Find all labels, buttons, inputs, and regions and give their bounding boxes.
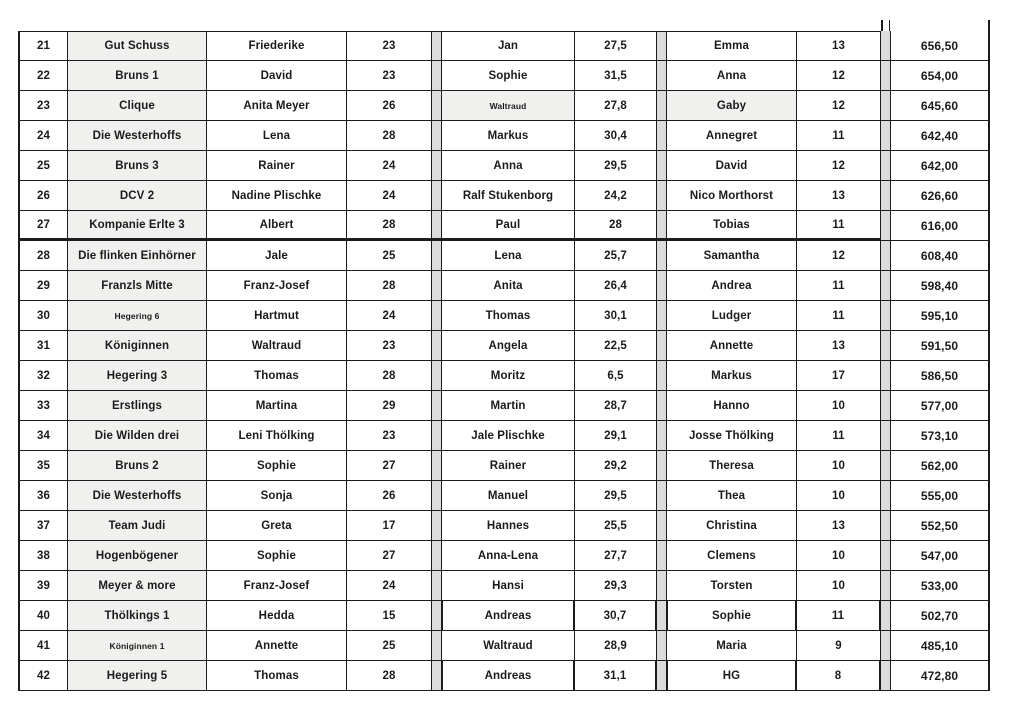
shooter1-score-cell: 28 — [347, 661, 432, 691]
column-divider — [657, 301, 666, 331]
column-divider — [881, 391, 890, 421]
column-divider — [657, 631, 666, 661]
column-divider — [881, 31, 890, 61]
shooter2-name-cell: Moritz — [441, 361, 575, 391]
shooter1-score-cell: 26 — [347, 481, 432, 511]
shooter2-score-cell: 27,7 — [575, 541, 657, 571]
shooter2-score-cell: 22,5 — [575, 331, 657, 361]
shooter2-name-cell: Martin — [441, 391, 575, 421]
total-score-cell: 562,00 — [890, 451, 990, 481]
total-score-cell: 642,40 — [890, 121, 990, 151]
total-score-cell: 547,00 — [890, 541, 990, 571]
column-divider — [657, 91, 666, 121]
column-divider — [881, 331, 890, 361]
shooter2-score-cell: 31,1 — [575, 661, 657, 691]
shooter3-score-cell: 12 — [797, 61, 881, 91]
shooter2-score-cell: 27,5 — [575, 31, 657, 61]
shooter2-name-cell: Angela — [441, 331, 575, 361]
shooter2-score-cell: 30,4 — [575, 121, 657, 151]
shooter3-score-cell: 12 — [797, 151, 881, 181]
shooter2-score-cell: 29,5 — [575, 151, 657, 181]
table-row — [18, 541, 990, 571]
column-divider — [881, 421, 890, 451]
column-divider — [657, 571, 666, 601]
rank-cell: 36 — [18, 481, 68, 511]
shooter1-name-cell: Hartmut — [207, 301, 347, 331]
grid-line-extension — [889, 20, 891, 31]
shooter1-name-cell: Sophie — [207, 541, 347, 571]
shooter3-score-cell: 12 — [797, 91, 881, 121]
shooter1-name-cell: David — [207, 61, 347, 91]
team-name-cell: Die Westerhoffs — [68, 121, 207, 151]
team-name-cell: Bruns 3 — [68, 151, 207, 181]
rank-cell: 28 — [18, 241, 68, 271]
column-divider — [432, 481, 441, 511]
shooter3-score-cell: 8 — [797, 661, 881, 691]
column-divider — [881, 61, 890, 91]
column-divider — [881, 511, 890, 541]
shooter2-score-cell: 27,8 — [575, 91, 657, 121]
shooter2-name-cell: Hannes — [441, 511, 575, 541]
shooter3-name-cell: HG — [666, 661, 797, 691]
shooter3-name-cell: Ludger — [666, 301, 797, 331]
rank-cell: 32 — [18, 361, 68, 391]
shooter3-score-cell: 10 — [797, 391, 881, 421]
team-name-cell: Team Judi — [68, 511, 207, 541]
shooter2-score-cell: 29,2 — [575, 451, 657, 481]
total-score-cell: 595,10 — [890, 301, 990, 331]
shooter3-score-cell: 11 — [797, 421, 881, 451]
rank-cell: 25 — [18, 151, 68, 181]
column-divider — [881, 211, 890, 241]
shooter1-name-cell: Anita Meyer — [207, 91, 347, 121]
rank-cell: 38 — [18, 541, 68, 571]
shooter3-score-cell: 13 — [797, 331, 881, 361]
column-divider — [657, 601, 666, 631]
shooter3-score-cell: 10 — [797, 481, 881, 511]
rank-cell: 31 — [18, 331, 68, 361]
shooter3-score-cell: 10 — [797, 571, 881, 601]
total-score-cell: 552,50 — [890, 511, 990, 541]
total-score-cell: 654,00 — [890, 61, 990, 91]
shooter2-name-cell: Thomas — [441, 301, 575, 331]
table-row — [18, 571, 990, 601]
rank-cell: 30 — [18, 301, 68, 331]
table-row — [18, 121, 990, 151]
shooter2-name-cell: Lena — [441, 241, 575, 271]
shooter1-name-cell: Nadine Plischke — [207, 181, 347, 211]
shooter1-score-cell: 29 — [347, 391, 432, 421]
total-score-cell: 485,10 — [890, 631, 990, 661]
shooter2-score-cell: 28,9 — [575, 631, 657, 661]
column-divider — [657, 541, 666, 571]
rank-cell: 26 — [18, 181, 68, 211]
shooter1-name-cell: Hedda — [207, 601, 347, 631]
shooter3-score-cell: 9 — [797, 631, 881, 661]
column-divider — [432, 391, 441, 421]
shooter3-name-cell: Christina — [666, 511, 797, 541]
shooter1-name-cell: Waltraud — [207, 331, 347, 361]
rank-cell: 24 — [18, 121, 68, 151]
table-row — [18, 91, 990, 121]
column-divider — [432, 121, 441, 151]
shooter1-name-cell: Franz-Josef — [207, 271, 347, 301]
rank-cell: 33 — [18, 391, 68, 421]
shooter1-score-cell: 27 — [347, 451, 432, 481]
column-divider — [657, 121, 666, 151]
shooter3-name-cell: Markus — [666, 361, 797, 391]
rank-cell: 23 — [18, 91, 68, 121]
column-divider — [432, 301, 441, 331]
table-row — [18, 181, 990, 211]
team-name-cell: Hogenbögener — [68, 541, 207, 571]
table-row — [18, 361, 990, 391]
table-row — [18, 601, 990, 631]
shooter1-score-cell: 25 — [347, 631, 432, 661]
column-divider — [657, 151, 666, 181]
rank-cell: 34 — [18, 421, 68, 451]
rank-cell: 27 — [18, 211, 68, 241]
column-divider — [432, 331, 441, 361]
table-row — [18, 61, 990, 91]
column-divider — [881, 151, 890, 181]
shooter3-name-cell: Annegret — [666, 121, 797, 151]
shooter2-score-cell: 31,5 — [575, 61, 657, 91]
shooter1-name-cell: Annette — [207, 631, 347, 661]
shooter2-name-cell: Anita — [441, 271, 575, 301]
shooter3-name-cell: Annette — [666, 331, 797, 361]
table-row — [18, 451, 990, 481]
shooter3-score-cell: 11 — [797, 271, 881, 301]
rank-cell: 29 — [18, 271, 68, 301]
shooter3-score-cell: 13 — [797, 511, 881, 541]
shooter2-name-cell: Waltraud — [441, 631, 575, 661]
shooter1-name-cell: Rainer — [207, 151, 347, 181]
shooter2-name-cell: Markus — [441, 121, 575, 151]
total-score-cell: 616,00 — [890, 211, 990, 241]
column-divider — [432, 511, 441, 541]
shooter1-score-cell: 28 — [347, 211, 432, 241]
shooter2-name-cell: Anna-Lena — [441, 541, 575, 571]
total-score-cell: 573,10 — [890, 421, 990, 451]
column-divider — [432, 661, 441, 691]
column-divider — [657, 31, 666, 61]
shooter2-name-cell: Andreas — [441, 601, 575, 631]
shooter1-score-cell: 23 — [347, 331, 432, 361]
column-divider — [657, 511, 666, 541]
total-score-cell: 472,80 — [890, 661, 990, 691]
shooter3-score-cell: 10 — [797, 541, 881, 571]
team-name-cell: Hegering 3 — [68, 361, 207, 391]
table-row — [18, 391, 990, 421]
team-name-cell: Meyer & more — [68, 571, 207, 601]
rank-cell: 37 — [18, 511, 68, 541]
shooter1-score-cell: 24 — [347, 301, 432, 331]
shooter3-name-cell: Thea — [666, 481, 797, 511]
shooter3-name-cell: Theresa — [666, 451, 797, 481]
shooter1-score-cell: 15 — [347, 601, 432, 631]
shooter3-score-cell: 10 — [797, 451, 881, 481]
team-name-cell: Thölkings 1 — [68, 601, 207, 631]
team-name-cell: Gut Schuss — [68, 31, 207, 61]
shooter1-name-cell: Sonja — [207, 481, 347, 511]
column-divider — [657, 271, 666, 301]
team-name-cell: Die flinken Einhörner — [68, 241, 207, 271]
shooter3-score-cell: 17 — [797, 361, 881, 391]
team-name-cell: Kompanie Erlte 3 — [68, 211, 207, 241]
column-divider — [657, 61, 666, 91]
shooter1-name-cell: Leni Thölking — [207, 421, 347, 451]
rank-cell: 21 — [18, 31, 68, 61]
shooter1-name-cell: Albert — [207, 211, 347, 241]
team-name-cell: Die Westerhoffs — [68, 481, 207, 511]
shooter1-score-cell: 24 — [347, 181, 432, 211]
team-name-cell: Franzls Mitte — [68, 271, 207, 301]
shooter2-score-cell: 26,4 — [575, 271, 657, 301]
table-row — [18, 631, 990, 661]
shooter2-name-cell: Hansi — [441, 571, 575, 601]
column-divider — [881, 301, 890, 331]
total-score-cell: 533,00 — [890, 571, 990, 601]
column-divider — [657, 211, 666, 241]
shooter3-name-cell: Andrea — [666, 271, 797, 301]
shooter2-score-cell: 25,7 — [575, 241, 657, 271]
shooter3-name-cell: Gaby — [666, 91, 797, 121]
shooter1-score-cell: 24 — [347, 571, 432, 601]
column-divider — [881, 91, 890, 121]
column-divider — [432, 541, 441, 571]
shooter1-name-cell: Friederike — [207, 31, 347, 61]
column-divider — [881, 631, 890, 661]
table-row — [18, 511, 990, 541]
team-name-cell: Bruns 1 — [68, 61, 207, 91]
rank-cell: 42 — [18, 661, 68, 691]
column-divider — [432, 631, 441, 661]
shooter2-score-cell: 29,5 — [575, 481, 657, 511]
shooter3-name-cell: Torsten — [666, 571, 797, 601]
shooter1-name-cell: Franz-Josef — [207, 571, 347, 601]
shooter3-score-cell: 11 — [797, 301, 881, 331]
shooter2-score-cell: 24,2 — [575, 181, 657, 211]
column-divider — [881, 121, 890, 151]
column-divider — [432, 61, 441, 91]
table-row — [18, 661, 990, 691]
shooter1-name-cell: Martina — [207, 391, 347, 421]
shooter1-score-cell: 28 — [347, 361, 432, 391]
shooter2-score-cell: 29,1 — [575, 421, 657, 451]
shooter2-name-cell: Manuel — [441, 481, 575, 511]
shooter2-name-cell: Anna — [441, 151, 575, 181]
shooter1-score-cell: 27 — [347, 541, 432, 571]
total-score-cell: 645,60 — [890, 91, 990, 121]
total-score-cell: 591,50 — [890, 331, 990, 361]
shooter3-score-cell: 13 — [797, 181, 881, 211]
shooter1-score-cell: 28 — [347, 271, 432, 301]
team-name-cell: Königinnen 1 — [68, 631, 207, 661]
table-row — [18, 241, 990, 271]
shooter3-name-cell: Clemens — [666, 541, 797, 571]
column-divider — [657, 661, 666, 691]
shooter1-name-cell: Sophie — [207, 451, 347, 481]
ranking-table — [18, 31, 990, 691]
table-row — [18, 331, 990, 361]
column-divider — [657, 241, 666, 271]
shooter3-score-cell: 11 — [797, 211, 881, 241]
rank-cell: 22 — [18, 61, 68, 91]
column-divider — [881, 181, 890, 211]
shooter2-score-cell: 29,3 — [575, 571, 657, 601]
column-divider — [881, 241, 890, 271]
table-row — [18, 31, 990, 61]
grid-line-extension — [988, 20, 990, 31]
total-score-cell: 502,70 — [890, 601, 990, 631]
shooter1-score-cell: 23 — [347, 31, 432, 61]
team-name-cell: DCV 2 — [68, 181, 207, 211]
column-divider — [432, 361, 441, 391]
shooter3-name-cell: Nico Morthorst — [666, 181, 797, 211]
column-divider — [881, 661, 890, 691]
total-score-cell: 642,00 — [890, 151, 990, 181]
shooter3-name-cell: Emma — [666, 31, 797, 61]
column-divider — [657, 391, 666, 421]
shooter1-name-cell: Thomas — [207, 361, 347, 391]
table-row — [18, 301, 990, 331]
shooter3-name-cell: Hanno — [666, 391, 797, 421]
shooter3-score-cell: 11 — [797, 121, 881, 151]
column-divider — [881, 271, 890, 301]
shooter3-name-cell: Tobias — [666, 211, 797, 241]
shooter2-name-cell: Rainer — [441, 451, 575, 481]
rank-cell: 40 — [18, 601, 68, 631]
shooter1-score-cell: 26 — [347, 91, 432, 121]
shooter1-name-cell: Greta — [207, 511, 347, 541]
rank-cell: 41 — [18, 631, 68, 661]
column-divider — [432, 241, 441, 271]
rank-cell: 35 — [18, 451, 68, 481]
column-divider — [432, 601, 441, 631]
column-divider — [432, 211, 441, 241]
team-name-cell: Die Wilden drei — [68, 421, 207, 451]
team-name-cell: Erstlings — [68, 391, 207, 421]
total-score-cell: 577,00 — [890, 391, 990, 421]
shooter2-name-cell: Jan — [441, 31, 575, 61]
column-divider — [432, 151, 441, 181]
table-row — [18, 151, 990, 181]
table-row — [18, 481, 990, 511]
total-score-cell: 608,40 — [890, 241, 990, 271]
shooter3-score-cell: 13 — [797, 31, 881, 61]
total-score-cell: 586,50 — [890, 361, 990, 391]
shooter2-score-cell: 28,7 — [575, 391, 657, 421]
shooter2-name-cell: Sophie — [441, 61, 575, 91]
shooter3-name-cell: Anna — [666, 61, 797, 91]
shooter2-score-cell: 30,7 — [575, 601, 657, 631]
column-divider — [432, 181, 441, 211]
shooter3-name-cell: David — [666, 151, 797, 181]
shooter1-name-cell: Jale — [207, 241, 347, 271]
team-name-cell: Hegering 6 — [68, 301, 207, 331]
column-divider — [881, 571, 890, 601]
total-score-cell: 598,40 — [890, 271, 990, 301]
shooter1-score-cell: 25 — [347, 241, 432, 271]
shooter2-score-cell: 6,5 — [575, 361, 657, 391]
team-name-cell: Bruns 2 — [68, 451, 207, 481]
shooter1-score-cell: 23 — [347, 421, 432, 451]
column-divider — [657, 481, 666, 511]
shooter2-name-cell: Jale Plischke — [441, 421, 575, 451]
shooter3-name-cell: Josse Thölking — [666, 421, 797, 451]
shooter2-name-cell: Ralf Stukenborg — [441, 181, 575, 211]
team-name-cell: Hegering 5 — [68, 661, 207, 691]
table-row — [18, 271, 990, 301]
grid-line-extension — [881, 20, 883, 31]
column-divider — [432, 91, 441, 121]
column-divider — [432, 571, 441, 601]
total-score-cell: 656,50 — [890, 31, 990, 61]
shooter1-name-cell: Lena — [207, 121, 347, 151]
shooter2-name-cell: Paul — [441, 211, 575, 241]
total-score-cell: 626,60 — [890, 181, 990, 211]
team-name-cell: Clique — [68, 91, 207, 121]
column-divider — [881, 481, 890, 511]
shooter3-name-cell: Maria — [666, 631, 797, 661]
total-score-cell: 555,00 — [890, 481, 990, 511]
shooter3-score-cell: 12 — [797, 241, 881, 271]
column-divider — [657, 421, 666, 451]
column-divider — [432, 31, 441, 61]
column-divider — [432, 451, 441, 481]
shooter1-score-cell: 23 — [347, 61, 432, 91]
column-divider — [432, 271, 441, 301]
shooter3-name-cell: Samantha — [666, 241, 797, 271]
shooter1-score-cell: 24 — [347, 151, 432, 181]
shooter2-score-cell: 25,5 — [575, 511, 657, 541]
shooter1-score-cell: 17 — [347, 511, 432, 541]
column-divider — [657, 331, 666, 361]
column-divider — [881, 451, 890, 481]
shooter2-name-cell: Waltraud — [441, 91, 575, 121]
column-divider — [881, 601, 890, 631]
column-divider — [657, 451, 666, 481]
team-name-cell: Königinnen — [68, 331, 207, 361]
table-row — [18, 211, 990, 241]
shooter2-score-cell: 28 — [575, 211, 657, 241]
column-divider — [432, 421, 441, 451]
column-divider — [881, 361, 890, 391]
shooter3-name-cell: Sophie — [666, 601, 797, 631]
rank-cell: 39 — [18, 571, 68, 601]
shooter3-score-cell: 11 — [797, 601, 881, 631]
shooter1-score-cell: 28 — [347, 121, 432, 151]
shooter2-name-cell: Andreas — [441, 661, 575, 691]
table-row — [18, 421, 990, 451]
shooter2-score-cell: 30,1 — [575, 301, 657, 331]
column-divider — [657, 181, 666, 211]
column-divider — [881, 541, 890, 571]
shooter1-name-cell: Thomas — [207, 661, 347, 691]
column-divider — [657, 361, 666, 391]
